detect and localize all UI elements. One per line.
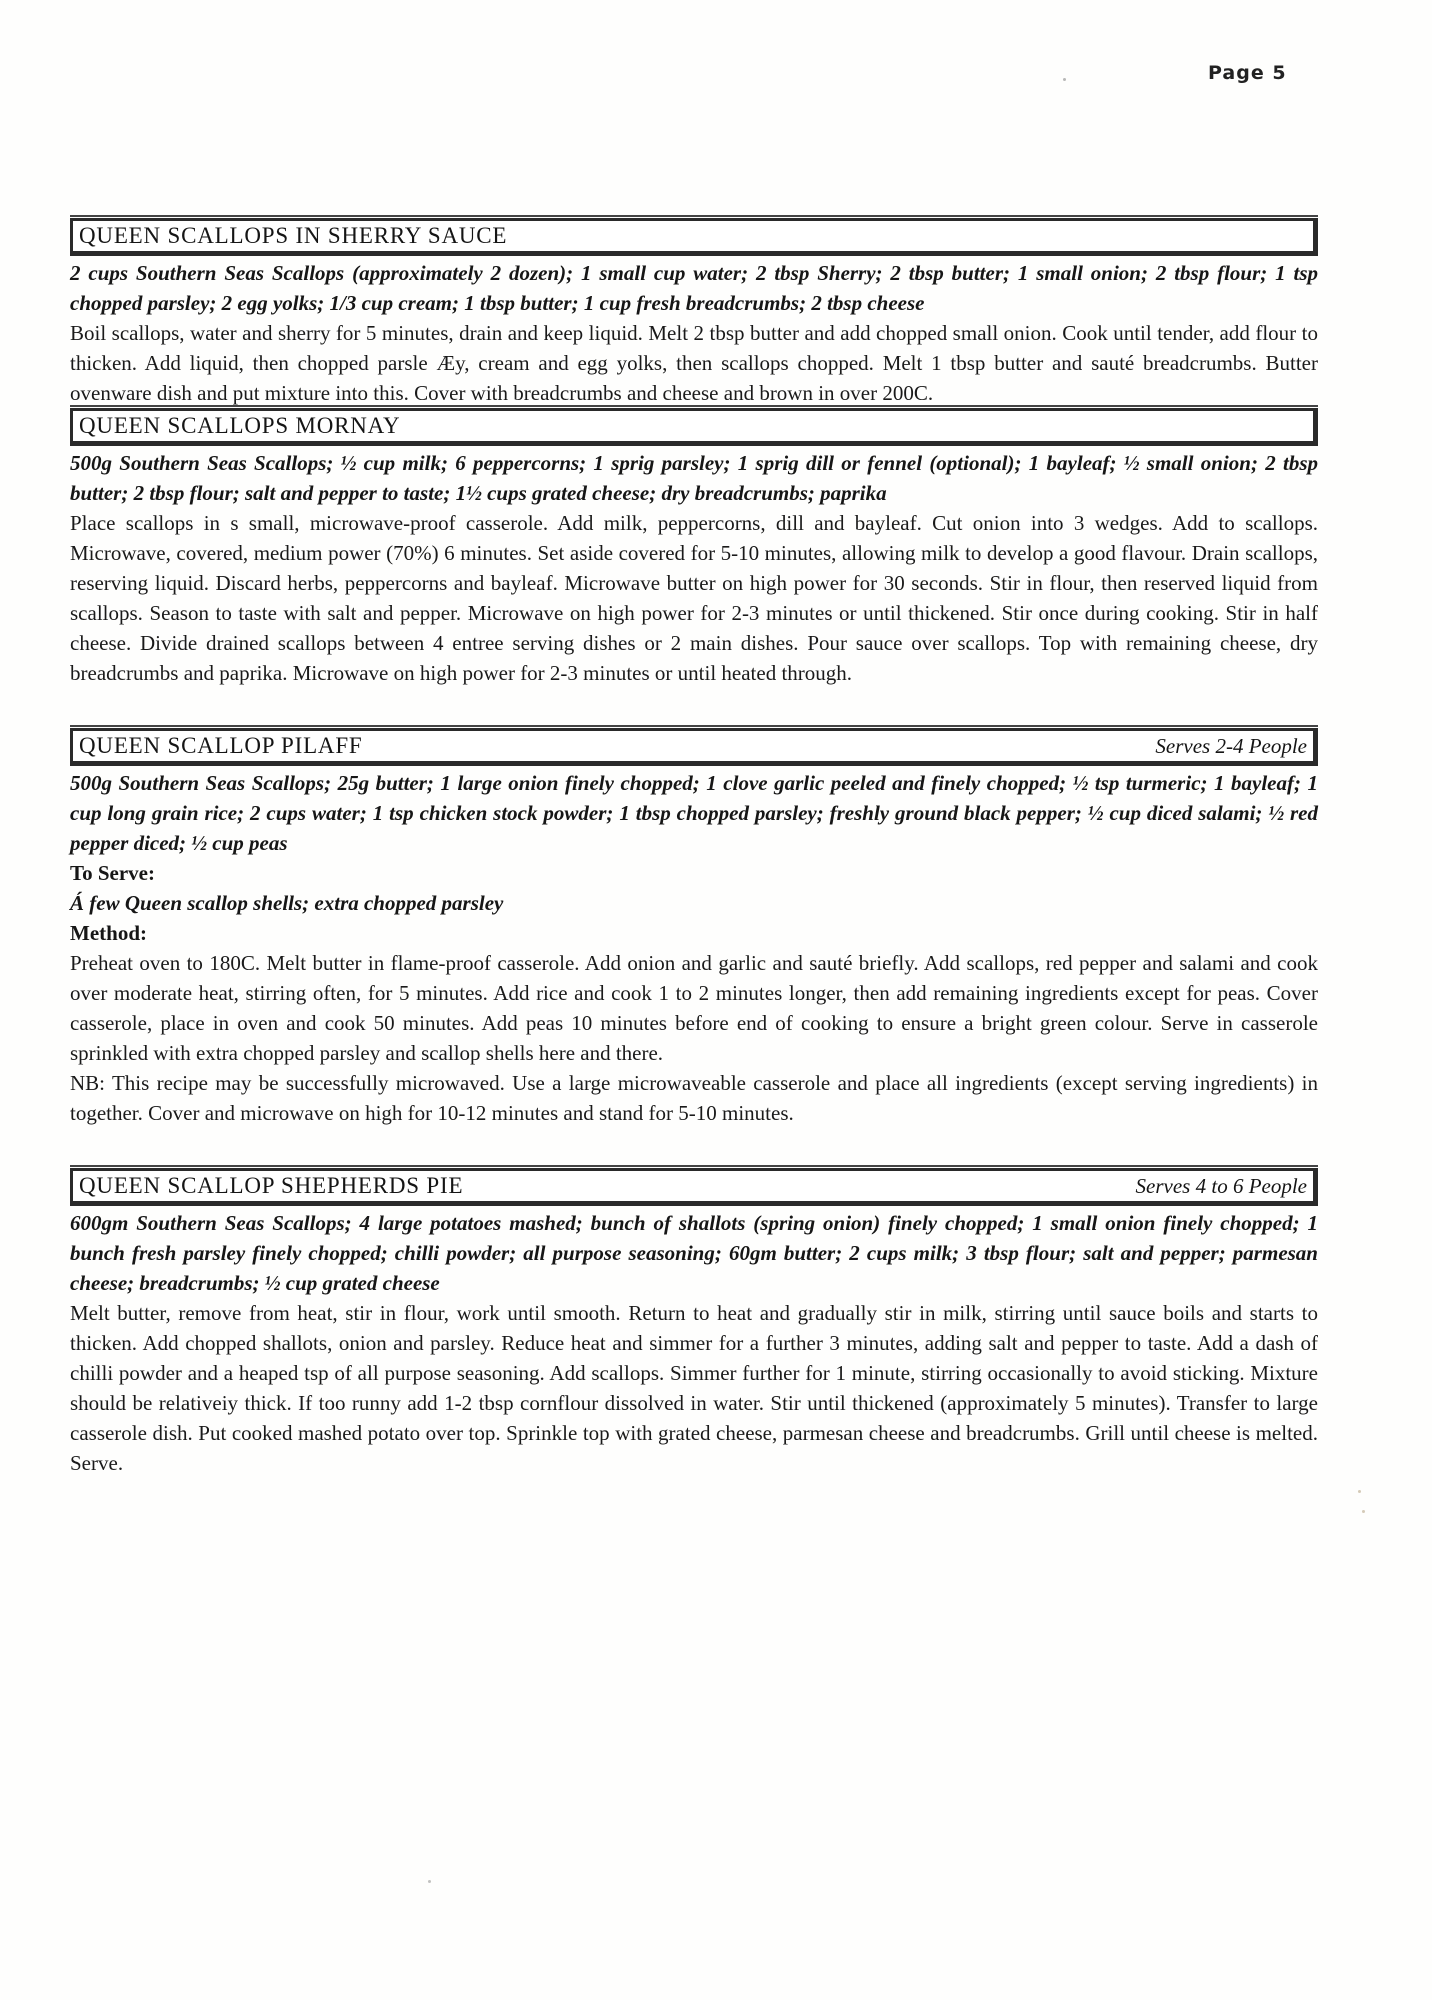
scan-speck [1362, 1510, 1365, 1513]
recipe-shepherds-pie [70, 1168, 1318, 1478]
method-text: Preheat oven to 180C. Melt butter in flame-proof casserole. Add onion and garlic and sauté briefly. Add scallops, red pepper and salami and cook over moderate heat, stirring often, for 5 minutes. Add rice and cook 1 to 2 minutes longer, then add remaining ingredients except for peas. Cover casserole, place in oven and cook 50 minutes. Add peas 10 minutes before end of cooking to ensure a bright green colour. Serve in casserole sprinkled with extra chopped parsley and scallop shells here and there. [70, 951, 1318, 1065]
serves-label: Serves 4 to 6 People [1135, 1173, 1307, 1198]
scan-speck [1358, 1490, 1361, 1493]
recipe-sherry-sauce [70, 218, 1318, 408]
recipe-title-box [70, 218, 1318, 256]
recipe-title-box [70, 728, 1318, 766]
recipe-list [70, 218, 1318, 1478]
recipe-title: QUEEN SCALLOP SHEPHERDS PIE [79, 1173, 464, 1198]
scan-speck [428, 1880, 431, 1883]
recipe-title: QUEEN SCALLOPS IN SHERRY SAUCE [79, 223, 508, 248]
method-text: Boil scallops, water and sherry for 5 minutes, drain and keep liquid. Melt 2 tbsp butter and add chopped small onion. Cook until tender, add flour to thicken. Add liquid, then chopped parsle Æy, cream and egg yolks, then scallops chopped. Melt 1 tbsp butter and sauté breadcrumbs. Butter ovenware dish and put mixture into this. Cover with breadcrumbs and cheese and brown in over 200C. [70, 321, 1318, 405]
note-text: NB: This recipe may be successfully microwaved. Use a large microwaveable casserole and place all ingredients (except serving ingredients) in together. Cover and microwave on high for 10-12 minutes and stand for 5-10 minutes. [70, 1071, 1318, 1125]
ingredients-list: 500g Southern Seas Scallops; 25g butter; 1 large onion finely chopped; 1 clove garlic peeled and finely chopped; ½ tsp turmeric; 1 bayleaf; 1 cup long grain rice; 2 cups water; 1 tsp chicken stock powder; 1 tbsp chopped parsley; freshly ground black pepper; ½ cup diced salami; ½ red pepper diced; ½ cup peas [70, 771, 1318, 855]
to-serve-items: Á few Queen scallop shells; extra chopped parsley [70, 891, 504, 915]
page-number: Page 5 [1208, 62, 1287, 84]
ingredients-list: 2 cups Southern Seas Scallops (approximately 2 dozen); 1 small cup water; 2 tbsp Sherry; 2 tbsp butter; 1 small onion; 2 tbsp flour; 1 tsp chopped parsley; 2 egg yolks; 1/3 cup cream; 1 tbsp butter; 1 cup fresh breadcrumbs; 2 tbsp cheese [70, 261, 1318, 315]
recipe-title: QUEEN SCALLOP PILAFF [79, 733, 363, 758]
method-text: Place scallops in s small, microwave-proof casserole. Add milk, peppercorns, dill and bayleaf. Cut onion into 3 wedges. Add to scallops. Microwave, covered, medium power (70%) 6 minutes. Set aside covered for 5-10 minutes, allowing milk to develop a good flavour. Drain scallops, reserving liquid. Discard herbs, peppercorns and bayleaf. Microwave butter on high power for 30 seconds. Stir in flour, then reserved liquid from scallops. Season to taste with salt and pepper. Microwave on high power for 2-3 minutes or until thickened. Stir once during cooking. Stir in half cheese. Divide drained scallops between 4 entree serving dishes or 2 main dishes. Pour sauce over scallops. Top with remaining cheese, dry breadcrumbs and paprika. Microwave on high power for 2-3 minutes or until heated through. [70, 511, 1318, 685]
scan-speck [1063, 78, 1066, 81]
ingredients-list: 500g Southern Seas Scallops; ½ cup milk; 6 peppercorns; 1 sprig parsley; 1 sprig dill or fennel (optional); 1 bayleaf; ½ small onion; 2 tbsp butter; 2 tbsp flour; salt and pepper to taste; 1½ cups grated cheese; dry breadcrumbs; paprika [70, 451, 1318, 505]
recipe-title-box [70, 1168, 1318, 1206]
to-serve-heading: To Serve: [70, 861, 155, 885]
recipe-mornay [70, 408, 1318, 688]
method-heading: Method: [70, 921, 147, 945]
ingredients-list: 600gm Southern Seas Scallops; 4 large potatoes mashed; bunch of shallots (spring onion) finely chopped; 1 small onion finely chopped; 1 bunch fresh parsley finely chopped; chilli powder; all purpose seasoning; 60gm butter; 2 cups milk; 3 tbsp flour; salt and pepper; parmesan cheese; breadcrumbs; ½ cup grated cheese [70, 1211, 1318, 1295]
serves-label: Serves 2-4 People [1155, 733, 1307, 758]
method-text: Melt butter, remove from heat, stir in flour, work until smooth. Return to heat and gradually stir in milk, stirring until sauce boils and starts to thicken. Add chopped shallots, onion and parsley. Reduce heat and simmer for a further 3 minutes, adding salt and pepper to taste. Add a dash of chilli powder and a heaped tsp of all purpose seasoning. Add scallops. Simmer further for 1 minute, stirring occasionally to avoid sticking. Mixture should be relativeiy thick. If too runny add 1-2 tbsp cornflour dissolved in water. Stir until thickened (approximately 5 minutes). Transfer to large casserole dish. Put cooked mashed potato over top. Sprinkle top with grated cheese, parmesan cheese and breadcrumbs. Grill until cheese is melted. Serve. [70, 1301, 1318, 1475]
recipe-title: QUEEN SCALLOPS MORNAY [79, 413, 401, 438]
recipe-title-box [70, 408, 1318, 446]
recipe-pilaff [70, 728, 1318, 1128]
